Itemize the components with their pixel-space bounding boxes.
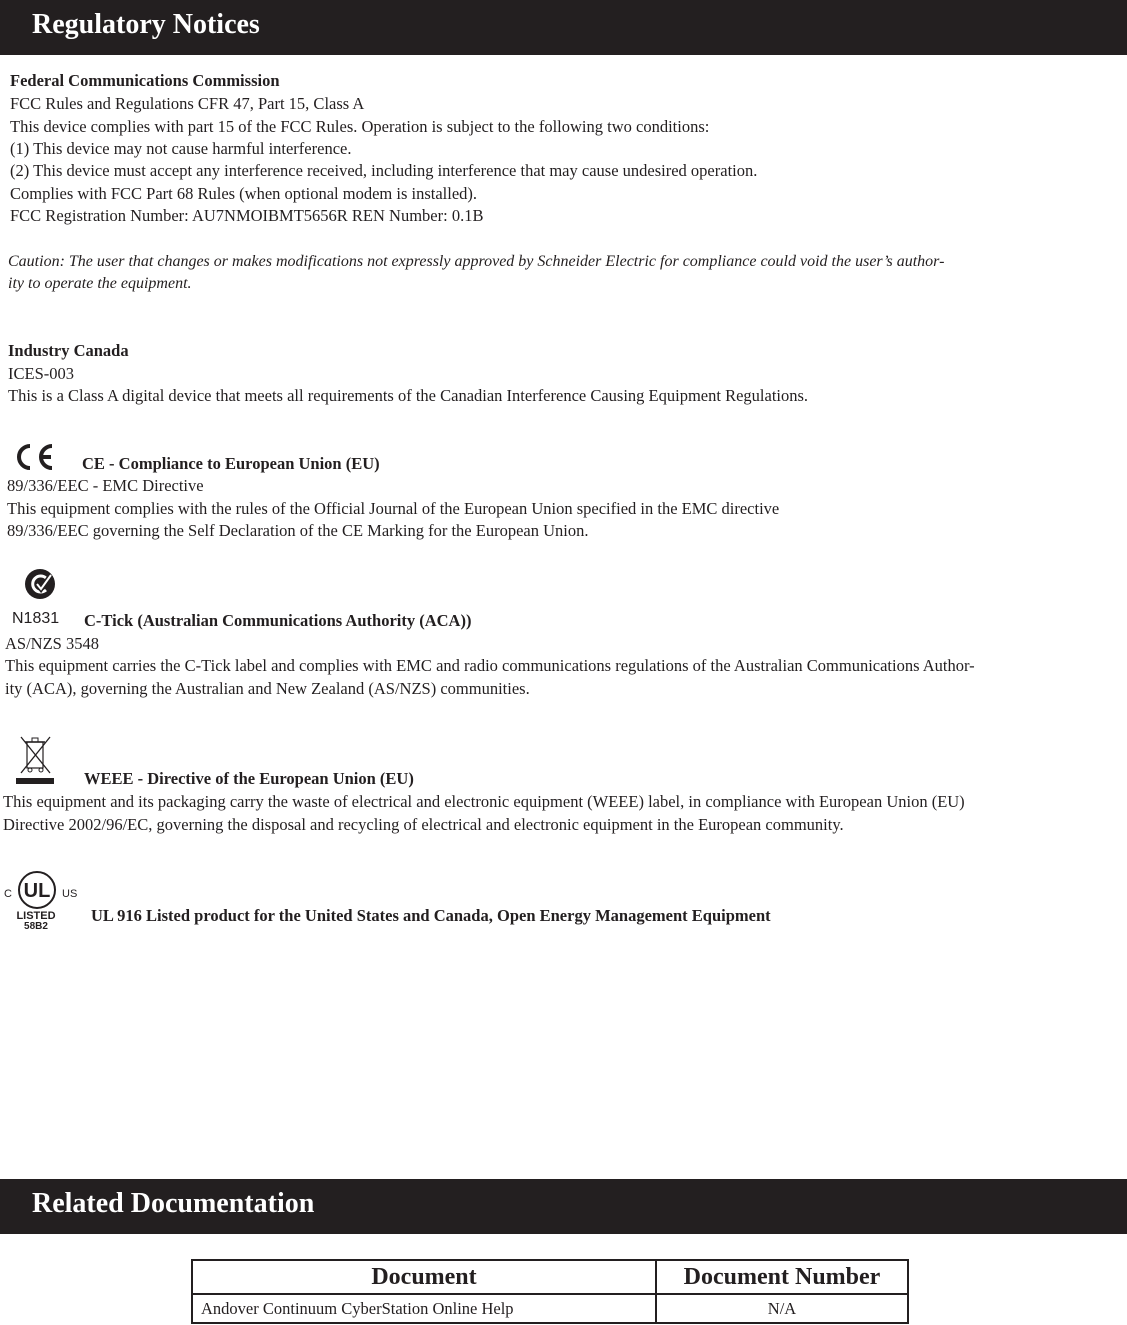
ctick-line: ity (ACA), governing the Australian and New Zealand (AS/NZS) communities. <box>5 679 530 698</box>
ul-listed-mark-icon <box>4 870 80 932</box>
table-header-row <box>192 1260 908 1294</box>
fcc-caution: Caution: The user that changes or makes modifications not expressly approved by Schneider Electric for compliance could void the user’s author- <box>8 253 945 270</box>
industry-canada-line: This is a Class A digital device that meets all requirements of the Canadian Interference Causing Equipment Regulations. <box>8 386 809 405</box>
table-row <box>192 1294 908 1323</box>
weee-bin-icon <box>14 734 56 786</box>
regulatory-notices-title: Regulatory Notices <box>32 9 260 40</box>
industry-canada-heading: Industry Canada <box>8 341 129 360</box>
fcc-line: Complies with FCC Part 68 Rules (when optional modem is installed). <box>10 184 478 203</box>
c-tick-code: N1831 <box>12 610 60 627</box>
related-documents-table <box>191 1259 909 1324</box>
ul-logo-listed: LISTED <box>16 910 56 922</box>
fcc-line: This device complies with part 15 of the FCC Rules. Operation is subject to the following two conditions: <box>10 117 710 136</box>
ce-mark-icon <box>12 442 58 472</box>
ce-line: This equipment complies with the rules of the Official Journal of the European Union specified in the EMC directive <box>7 499 780 518</box>
regulatory-notices-header <box>0 0 1127 55</box>
c-tick-icon <box>24 568 56 600</box>
fcc-line: FCC Rules and Regulations CFR 47, Part 15, Class A <box>10 94 365 113</box>
ce-heading: CE - Compliance to European Union (EU) <box>82 454 380 473</box>
ul-logo-right: US <box>62 888 78 900</box>
related-documentation-header <box>0 1179 1127 1234</box>
document-title-cell: Andover Continuum CyberStation Online Help <box>192 1294 656 1323</box>
ul-logo-left: C <box>4 888 12 900</box>
industry-canada-line: ICES-003 <box>8 364 74 383</box>
related-documentation-title: Related Documentation <box>32 1188 315 1219</box>
fcc-line: FCC Registration Number: AU7NMOIBMT5656R REN Number: 0.1B <box>10 206 484 225</box>
column-header-document: Document <box>192 1260 656 1294</box>
ctick-heading: C-Tick (Australian Communications Authority (ACA)) <box>84 611 472 630</box>
fcc-line: (2) This device must accept any interference received, including interference that may cause undesired operation. <box>10 161 758 180</box>
fcc-heading: Federal Communications Commission <box>10 71 280 90</box>
fcc-caution: ity to operate the equipment. <box>8 275 192 292</box>
ul-logo-code: 58B2 <box>24 921 48 932</box>
ctick-line: This equipment carries the C-Tick label and complies with EMC and radio communications regulations of the Australian Communications Author- <box>5 656 975 675</box>
column-header-document-number: Document Number <box>656 1260 908 1294</box>
weee-line: Directive 2002/96/EC, governing the disposal and recycling of electrical and electronic equipment in the European community. <box>3 815 844 834</box>
weee-heading: WEEE - Directive of the European Union (EU) <box>84 769 414 788</box>
ce-line: 89/336/EEC - EMC Directive <box>7 476 204 495</box>
ce-line: 89/336/EEC governing the Self Declaration of the CE Marking for the European Union. <box>7 521 589 540</box>
weee-line: This equipment and its packaging carry the waste of electrical and electronic equipment (WEEE) label, in compliance with European Union (EU) <box>3 792 965 811</box>
ul-heading: UL 916 Listed product for the United States and Canada, Open Energy Management Equipment <box>91 906 771 925</box>
ctick-line: AS/NZS 3548 <box>5 634 99 653</box>
svg-text:UL: UL <box>23 880 51 902</box>
document-number-cell: N/A <box>656 1294 908 1323</box>
fcc-line: (1) This device may not cause harmful interference. <box>10 139 352 158</box>
